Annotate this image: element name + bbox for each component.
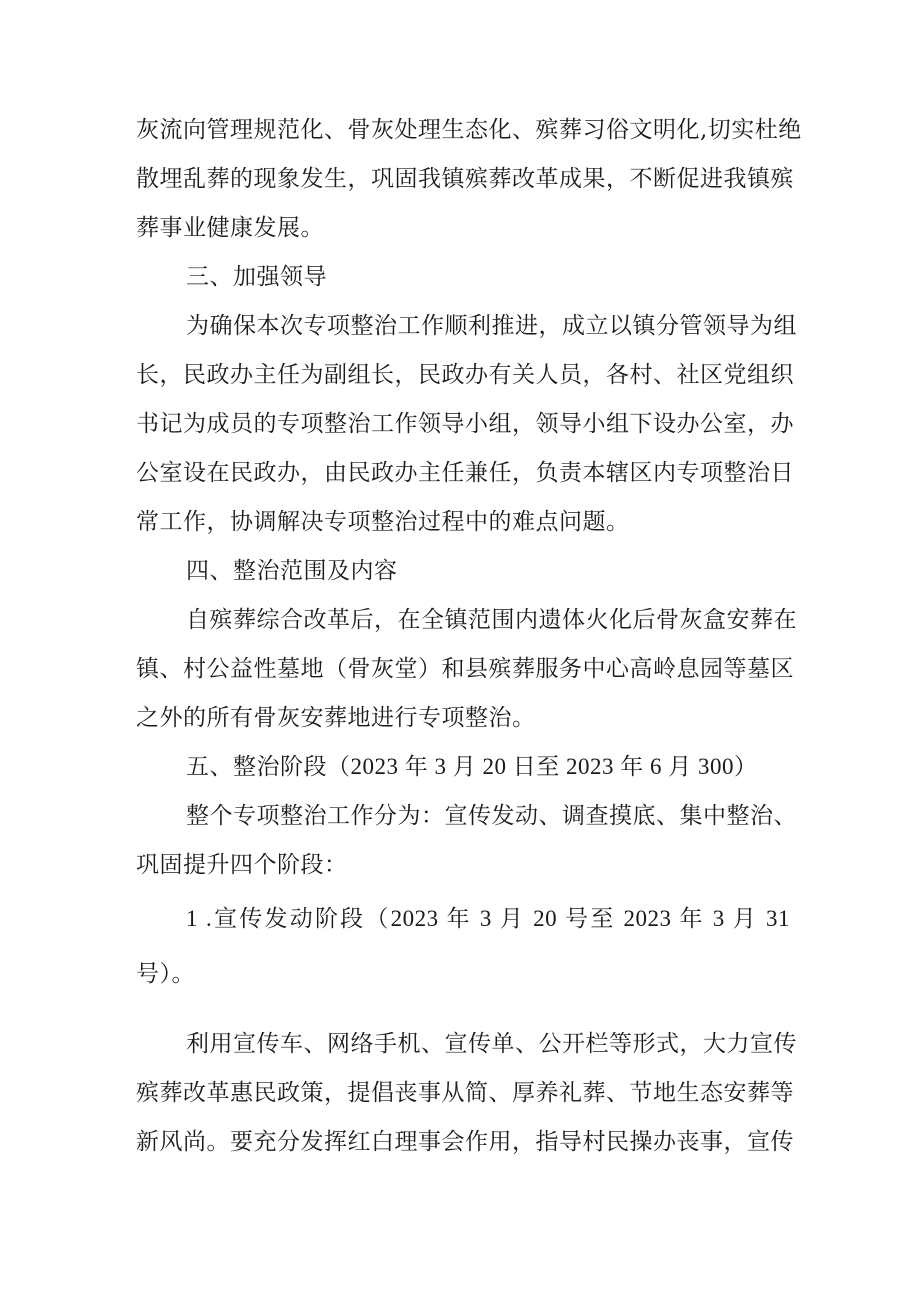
text-line: 巩固提升四个阶段：: [136, 852, 348, 878]
section-heading: 五、整治阶段（2023 年 3 月 20 日至 2023 年 6 月 300）: [186, 754, 758, 779]
text-line: 长，民政办主任为副组长，民政办有关人员，各村、社区党组织: [136, 362, 794, 388]
text-line: 之外的所有骨灰安葬地进行专项整治。: [136, 705, 536, 731]
text-line: 常工作，协调解决专项整治过程中的难点问题。: [136, 509, 630, 535]
text-line: 利用宣传车、网络手机、宣传单、公开栏等形式，大力宣传: [186, 1031, 797, 1057]
text-line: 灰流向管理规范化、骨灰处理生态化、殡葬习俗文明化,切实杜绝: [136, 117, 802, 143]
text-line: 公室设在民政办，由民政办主任兼任，负责本辖区内专项整治日: [136, 460, 794, 486]
section-heading: 三、加强领导: [186, 264, 327, 290]
text-line: 殡葬改革惠民政策，提倡丧事从简、厚养礼葬、节地生态安葬等: [136, 1080, 794, 1106]
text-line: 葬事业健康发展。: [136, 215, 324, 241]
section-heading: 四、整治范围及内容: [186, 558, 398, 584]
text-line: 新风尚。要充分发挥红白理事会作用，指导村民操办丧事，宣传: [136, 1129, 794, 1155]
text-line: 散埋乱葬的现象发生，巩固我镇殡葬改革成果，不断促进我镇殡: [136, 166, 794, 192]
text-line: 为确保本次专项整治工作顺利推进，成立以镇分管领导为组: [186, 313, 797, 339]
text-line: 自殡葬综合改革后，在全镇范围内遗体火化后骨灰盒安葬在: [186, 607, 797, 633]
text-line: 整个专项整治工作分为：宣传发动、调查摸底、集中整治、: [186, 803, 797, 829]
text-line: 号）。: [136, 961, 195, 987]
subsection-heading: 1 .宣传发动阶段（2023 年 3 月 20 号至 2023 年 3 月 31: [186, 906, 790, 931]
text-line: 书记为成员的专项整治工作领导小组，领导小组下设办公室，办: [136, 411, 794, 437]
text-line: 镇、村公益性墓地（骨灰堂）和县殡葬服务中心高岭息园等墓区: [136, 656, 794, 682]
